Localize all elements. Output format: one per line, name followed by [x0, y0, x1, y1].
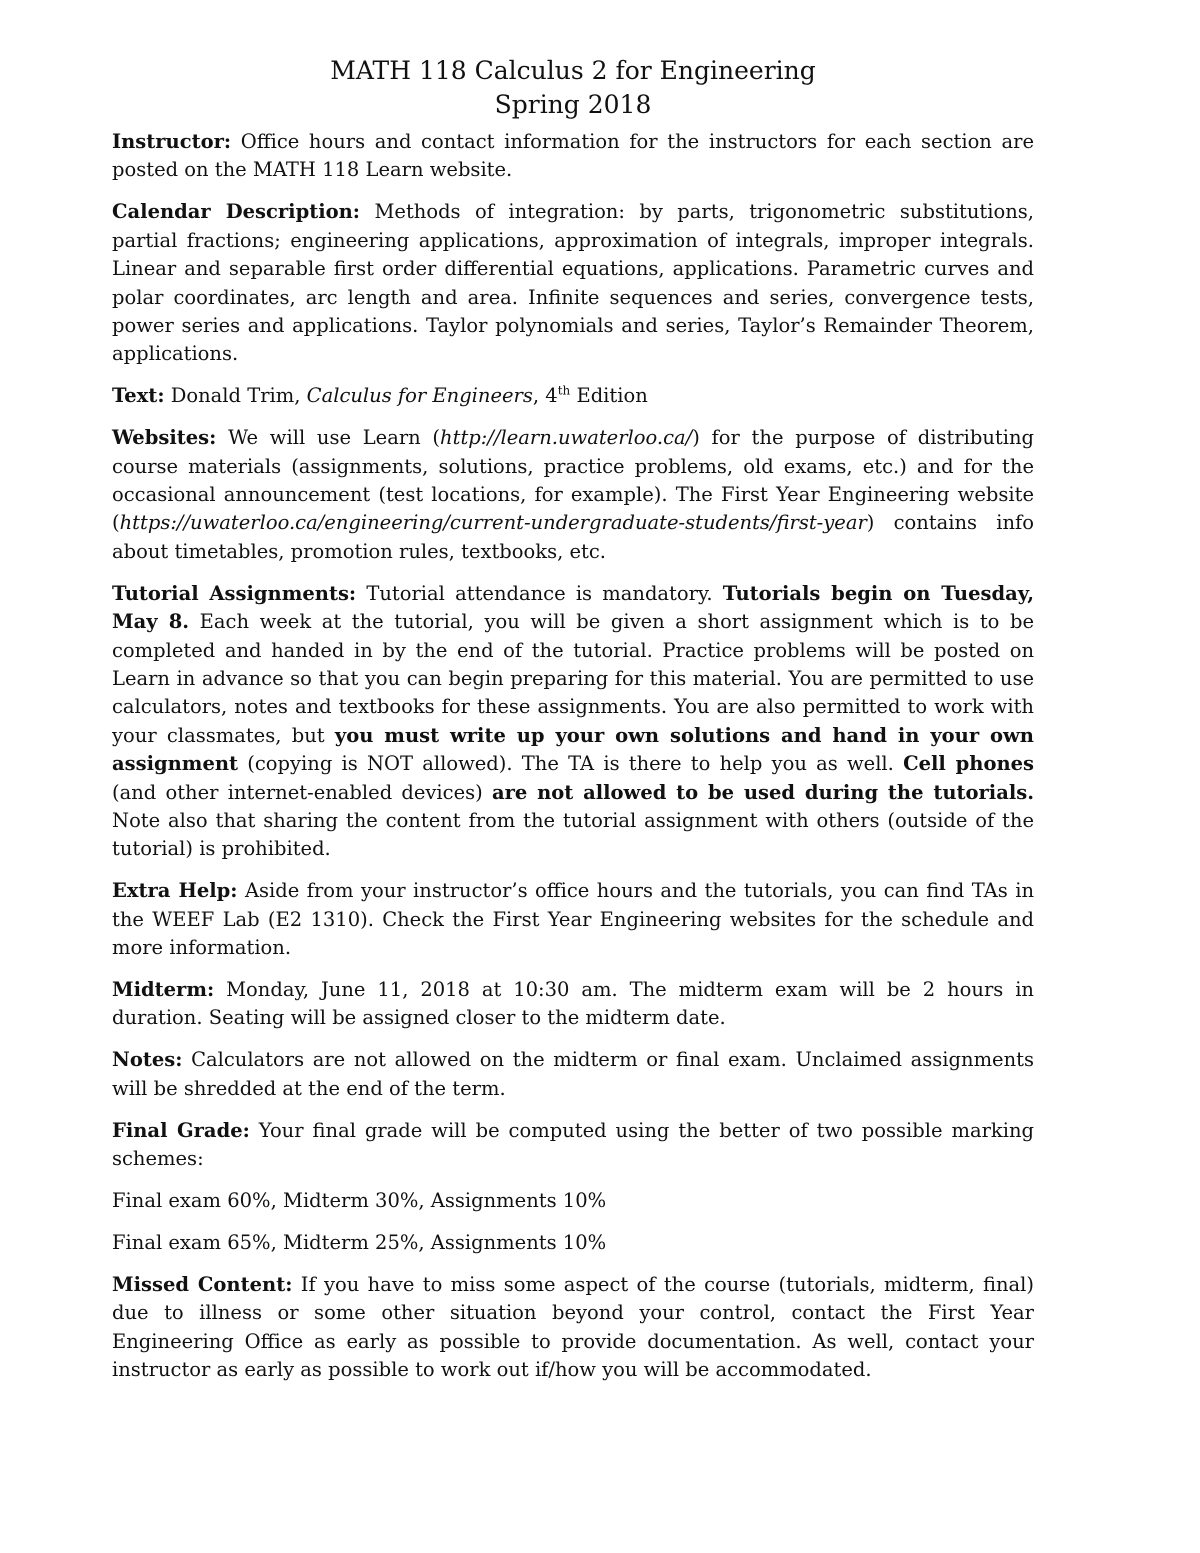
websites-label: Websites: — [112, 426, 217, 450]
course-term: Spring 2018 — [494, 90, 652, 119]
midterm-text: Monday, June 11, 2018 at 10:30 am. The midterm exam will be 2 hours in duration. Seating will be assigned closer to the midterm date. — [112, 977, 1034, 1030]
tutorial-text-5: Note also that sharing the content from the tutorial assignment with others (outside of the tutorial) is prohibited. — [112, 808, 1034, 861]
calendar-description-label: Calendar Description: — [112, 200, 360, 224]
notes-text: Calculators are not allowed on the midterm or final exam. Unclaimed assignments will be shredded at the end of the term. — [112, 1048, 1034, 1100]
text-author: Donald Trim, — [170, 384, 301, 408]
tutorial-devices-rule: are not allowed to be used during the tutorials. — [491, 780, 1035, 804]
tutorial-own-solutions-rule: you must write up your own solutions and hand in your own assignment — [112, 723, 1034, 776]
websites-text-1: We will use Learn ( — [228, 426, 441, 450]
course-title: MATH 118 Calculus 2 for Engineering — [330, 56, 816, 85]
text-paragraph — [112, 382, 1034, 410]
text-edition-word: Edition — [576, 384, 648, 408]
extra-help-text: Aside from your instructor’s office hours and the tutorials, you can find TAs in the WEEF Lab (E2 1310). Check the First Year Engineering websites for the schedule and more information. — [112, 879, 1035, 960]
instructor-label: Instructor: — [112, 130, 232, 153]
text-edition-number: , 4 — [532, 384, 558, 408]
tutorial-text-2: Each week at the tutorial, you will be given a short assignment which is to be completed and handed in by the end of the tutorial. Practice problems will be posted on Learn in advance so that you can begin preparing for this material. You are permitted to use calculators, notes and textbooks for these assignments. You are also permitted to work with your classmates, but — [112, 610, 1034, 747]
midterm-label: Midterm: — [112, 977, 215, 1001]
extra-help-paragraph — [112, 877, 1034, 962]
text-book-title: Calculus for Engineers — [306, 384, 533, 408]
extra-help-label: Extra Help: — [112, 879, 238, 903]
instructor-text: Office hours and contact information for the instructors for each section are posted on the MATH 118 Learn website. — [112, 130, 1034, 182]
tutorial-text-3: (copying is NOT allowed). The TA is there to help you as well. — [247, 752, 894, 776]
calendar-description-text: Methods of integration: by parts, trigonometric substitutions, partial fractions; engineering applications, approximation of integrals, improper integrals. Linear and separable first order differential equations, applications. Parametric curves and polar coordinates, arc length and area. Infinite sequences and series, convergence tests, power series and applications. Taylor polynomials and series, Taylor’s Remainder Theorem, applications. — [112, 200, 1034, 366]
websites-text-3: ) contains info about timetables, promotion rules, textbooks, etc. — [112, 511, 1034, 563]
missed-content-text: If you have to miss some aspect of the course (tutorials, midterm, final) due to illness or some other situation beyond your control, contact the First Year Engineering Office as early as possible to provide documentation. As well, contact your instructor as early as possible to work out if/how you will be accommodated. — [112, 1272, 1035, 1381]
notes-label: Notes: — [112, 1048, 183, 1072]
final-grade-text: Your final grade will be computed using the better of two possible marking schemes: — [112, 1118, 1035, 1170]
missed-content-label: Missed Content: — [112, 1272, 293, 1296]
websites-text-2: ) for the purpose of distributing course materials (assignments, solutions, practice problems, old exams, etc.) and for the occasional announcement (test locations, for example). The First Year Engineering website ( — [112, 426, 1035, 535]
tutorial-start-date: Tutorials begin on Tuesday, May 8. — [112, 581, 1035, 634]
websites-paragraph — [112, 424, 1034, 566]
instructor-paragraph — [112, 128, 1034, 185]
tutorial-text-1: Tutorial attendance is mandatory. — [366, 581, 713, 605]
text-edition-suffix: th — [557, 383, 571, 398]
tutorial-text-4: (and other internet-enabled devices) — [112, 780, 483, 804]
tutorial-cell-phones: Cell phones — [903, 752, 1035, 776]
text-label: Text: — [112, 384, 165, 408]
notes-paragraph — [112, 1046, 1034, 1103]
final-grade-paragraph — [112, 1117, 1034, 1174]
page-title — [112, 54, 1034, 122]
marking-scheme-1: Final exam 60%, Midterm 30%, Assignments 10% — [112, 1188, 607, 1212]
marking-scheme-2: Final exam 65%, Midterm 25%, Assignments 10% — [112, 1230, 607, 1254]
tutorial-assignments-paragraph — [112, 580, 1034, 864]
tutorial-assignments-label: Tutorial Assignments: — [112, 581, 357, 605]
midterm-paragraph — [112, 976, 1034, 1033]
first-year-engineering-link[interactable]: https://uwaterloo.ca/engineering/current-undergraduate-students/first-year — [119, 511, 867, 535]
missed-content-paragraph — [112, 1271, 1034, 1385]
learn-link[interactable]: http://learn.uwaterloo.ca/ — [440, 426, 693, 450]
calendar-description-paragraph — [112, 198, 1034, 368]
final-grade-label: Final Grade: — [112, 1118, 250, 1142]
